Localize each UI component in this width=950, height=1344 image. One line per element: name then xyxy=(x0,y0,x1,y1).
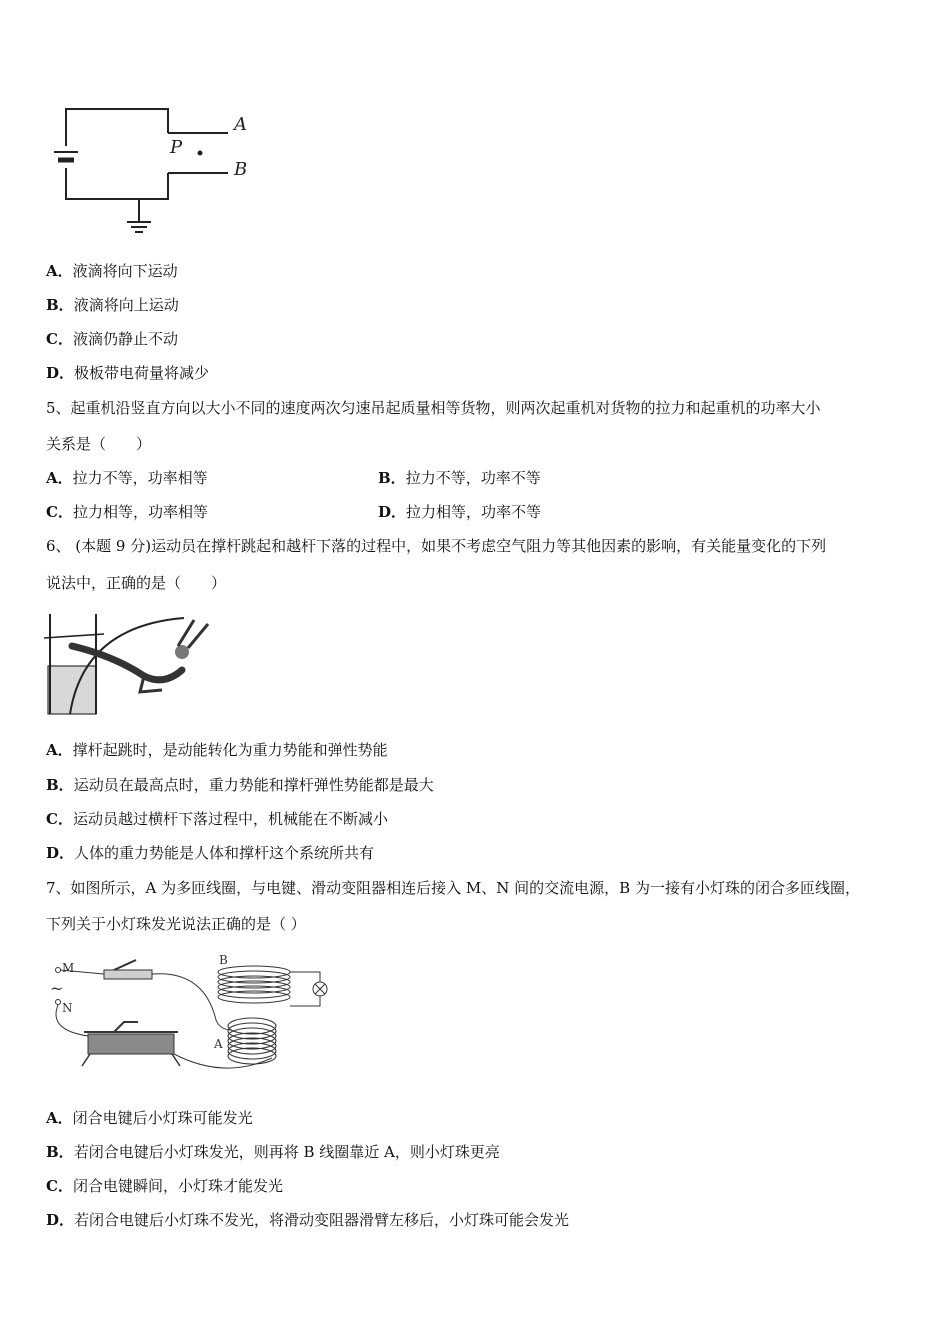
option-label: D． xyxy=(46,364,75,382)
q5-option-c xyxy=(46,502,208,522)
q7-option-a xyxy=(46,1108,253,1128)
option-text: 闭合电键瞬间，小灯珠才能发光 xyxy=(72,1177,283,1195)
option-text: 拉力相等，功率不等 xyxy=(406,503,542,521)
q7-option-b xyxy=(46,1142,500,1162)
option-label: A． xyxy=(46,469,73,487)
q5-option-a xyxy=(46,468,208,488)
capacitor-circuit-figure xyxy=(40,100,270,240)
option-text: 拉力不等，功率不等 xyxy=(405,469,541,487)
label-n: N xyxy=(62,1001,73,1015)
q4-option-a xyxy=(46,261,178,281)
option-label: B． xyxy=(46,1143,74,1161)
option-text: 闭合电键后小灯珠可能发光 xyxy=(72,1109,253,1127)
label-a: A xyxy=(214,1037,223,1051)
option-text: 运动员在最高点时，重力势能和撑杆弹性势能都是最大 xyxy=(73,776,434,794)
q5-option-d xyxy=(378,502,541,522)
q6-option-b xyxy=(46,775,434,795)
option-text: 拉力相等，功率相等 xyxy=(72,503,208,521)
option-label: B． xyxy=(46,296,74,314)
q4-option-b xyxy=(46,295,179,315)
option-label: D． xyxy=(46,1211,75,1229)
label-m: M xyxy=(62,961,75,975)
option-label: A． xyxy=(46,262,73,280)
option-text: 撑杆起跳时，是动能转化为重力势能和弹性势能 xyxy=(72,741,388,759)
option-label: C． xyxy=(46,810,73,828)
option-text: 若闭合电键后小灯珠不发光，将滑动变阻器滑臂左移后，小灯珠可能会发光 xyxy=(74,1211,570,1229)
option-label: B． xyxy=(378,469,406,487)
option-text: 运动员越过横杆下落过程中，机械能在不断减小 xyxy=(72,810,388,828)
q5-option-b xyxy=(378,468,541,488)
option-label: C． xyxy=(46,503,73,521)
q6-option-c xyxy=(46,809,388,829)
q7-stem-line2: 下列关于小灯珠发光说法正确的是（ ） xyxy=(46,915,306,933)
option-text: 液滴将向下运动 xyxy=(72,262,178,280)
option-text: 液滴将向上运动 xyxy=(73,296,179,314)
option-label: A． xyxy=(46,741,73,759)
induction-coil-figure xyxy=(44,950,334,1090)
option-text: 人体的重力势能是人体和撑杆这个系统所共有 xyxy=(74,844,375,862)
label-p: P xyxy=(170,137,183,158)
option-text: 若闭合电键后小灯珠发光，则再将 B 线圈靠近 A，则小灯珠更亮 xyxy=(73,1143,500,1161)
ac-symbol: ~ xyxy=(50,979,64,998)
label-b: B xyxy=(219,953,228,967)
label-a: A xyxy=(234,114,247,135)
option-label: B． xyxy=(46,776,74,794)
q5-stem-line1: 5、起重机沿竖直方向以大小不同的速度两次匀速吊起质量相等货物，则两次起重机对货物的拉力和起重机的功率大小 xyxy=(46,399,821,417)
option-label: D． xyxy=(46,844,75,862)
option-label: A． xyxy=(46,1109,73,1127)
q6-stem-line2: 说法中，正确的是（ ） xyxy=(46,574,227,592)
q4-option-c xyxy=(46,329,178,349)
q5-stem-line2: 关系是（ ） xyxy=(46,435,152,453)
q7-option-d xyxy=(46,1210,569,1230)
option-label: C． xyxy=(46,330,73,348)
q6-option-d xyxy=(46,843,374,863)
q6-stem-line1: 6、 (本题 9 分)运动员在撑杆跳起和越杆下落的过程中，如果不考虑空气阻力等其他因素的影响，有关能量变化的下列 xyxy=(46,537,827,555)
option-label: C． xyxy=(46,1177,73,1195)
option-text: 极板带电荷量将减少 xyxy=(74,364,210,382)
droplet-p xyxy=(198,151,203,156)
q4-option-d xyxy=(46,363,209,383)
label-b: B xyxy=(234,159,248,180)
q7-option-c xyxy=(46,1176,283,1196)
pole-vault-figure xyxy=(44,606,216,718)
option-text: 拉力不等，功率相等 xyxy=(72,469,208,487)
option-text: 液滴仍静止不动 xyxy=(72,330,178,348)
option-label: D． xyxy=(378,503,407,521)
q7-stem-line1: 7、如图所示，A 为多匝线圈，与电键、滑动变阻器相连后接入 M、N 间的交流电源，B 为一接有小灯珠的闭合多匝线圈， xyxy=(46,879,860,897)
q6-option-a xyxy=(46,740,388,760)
